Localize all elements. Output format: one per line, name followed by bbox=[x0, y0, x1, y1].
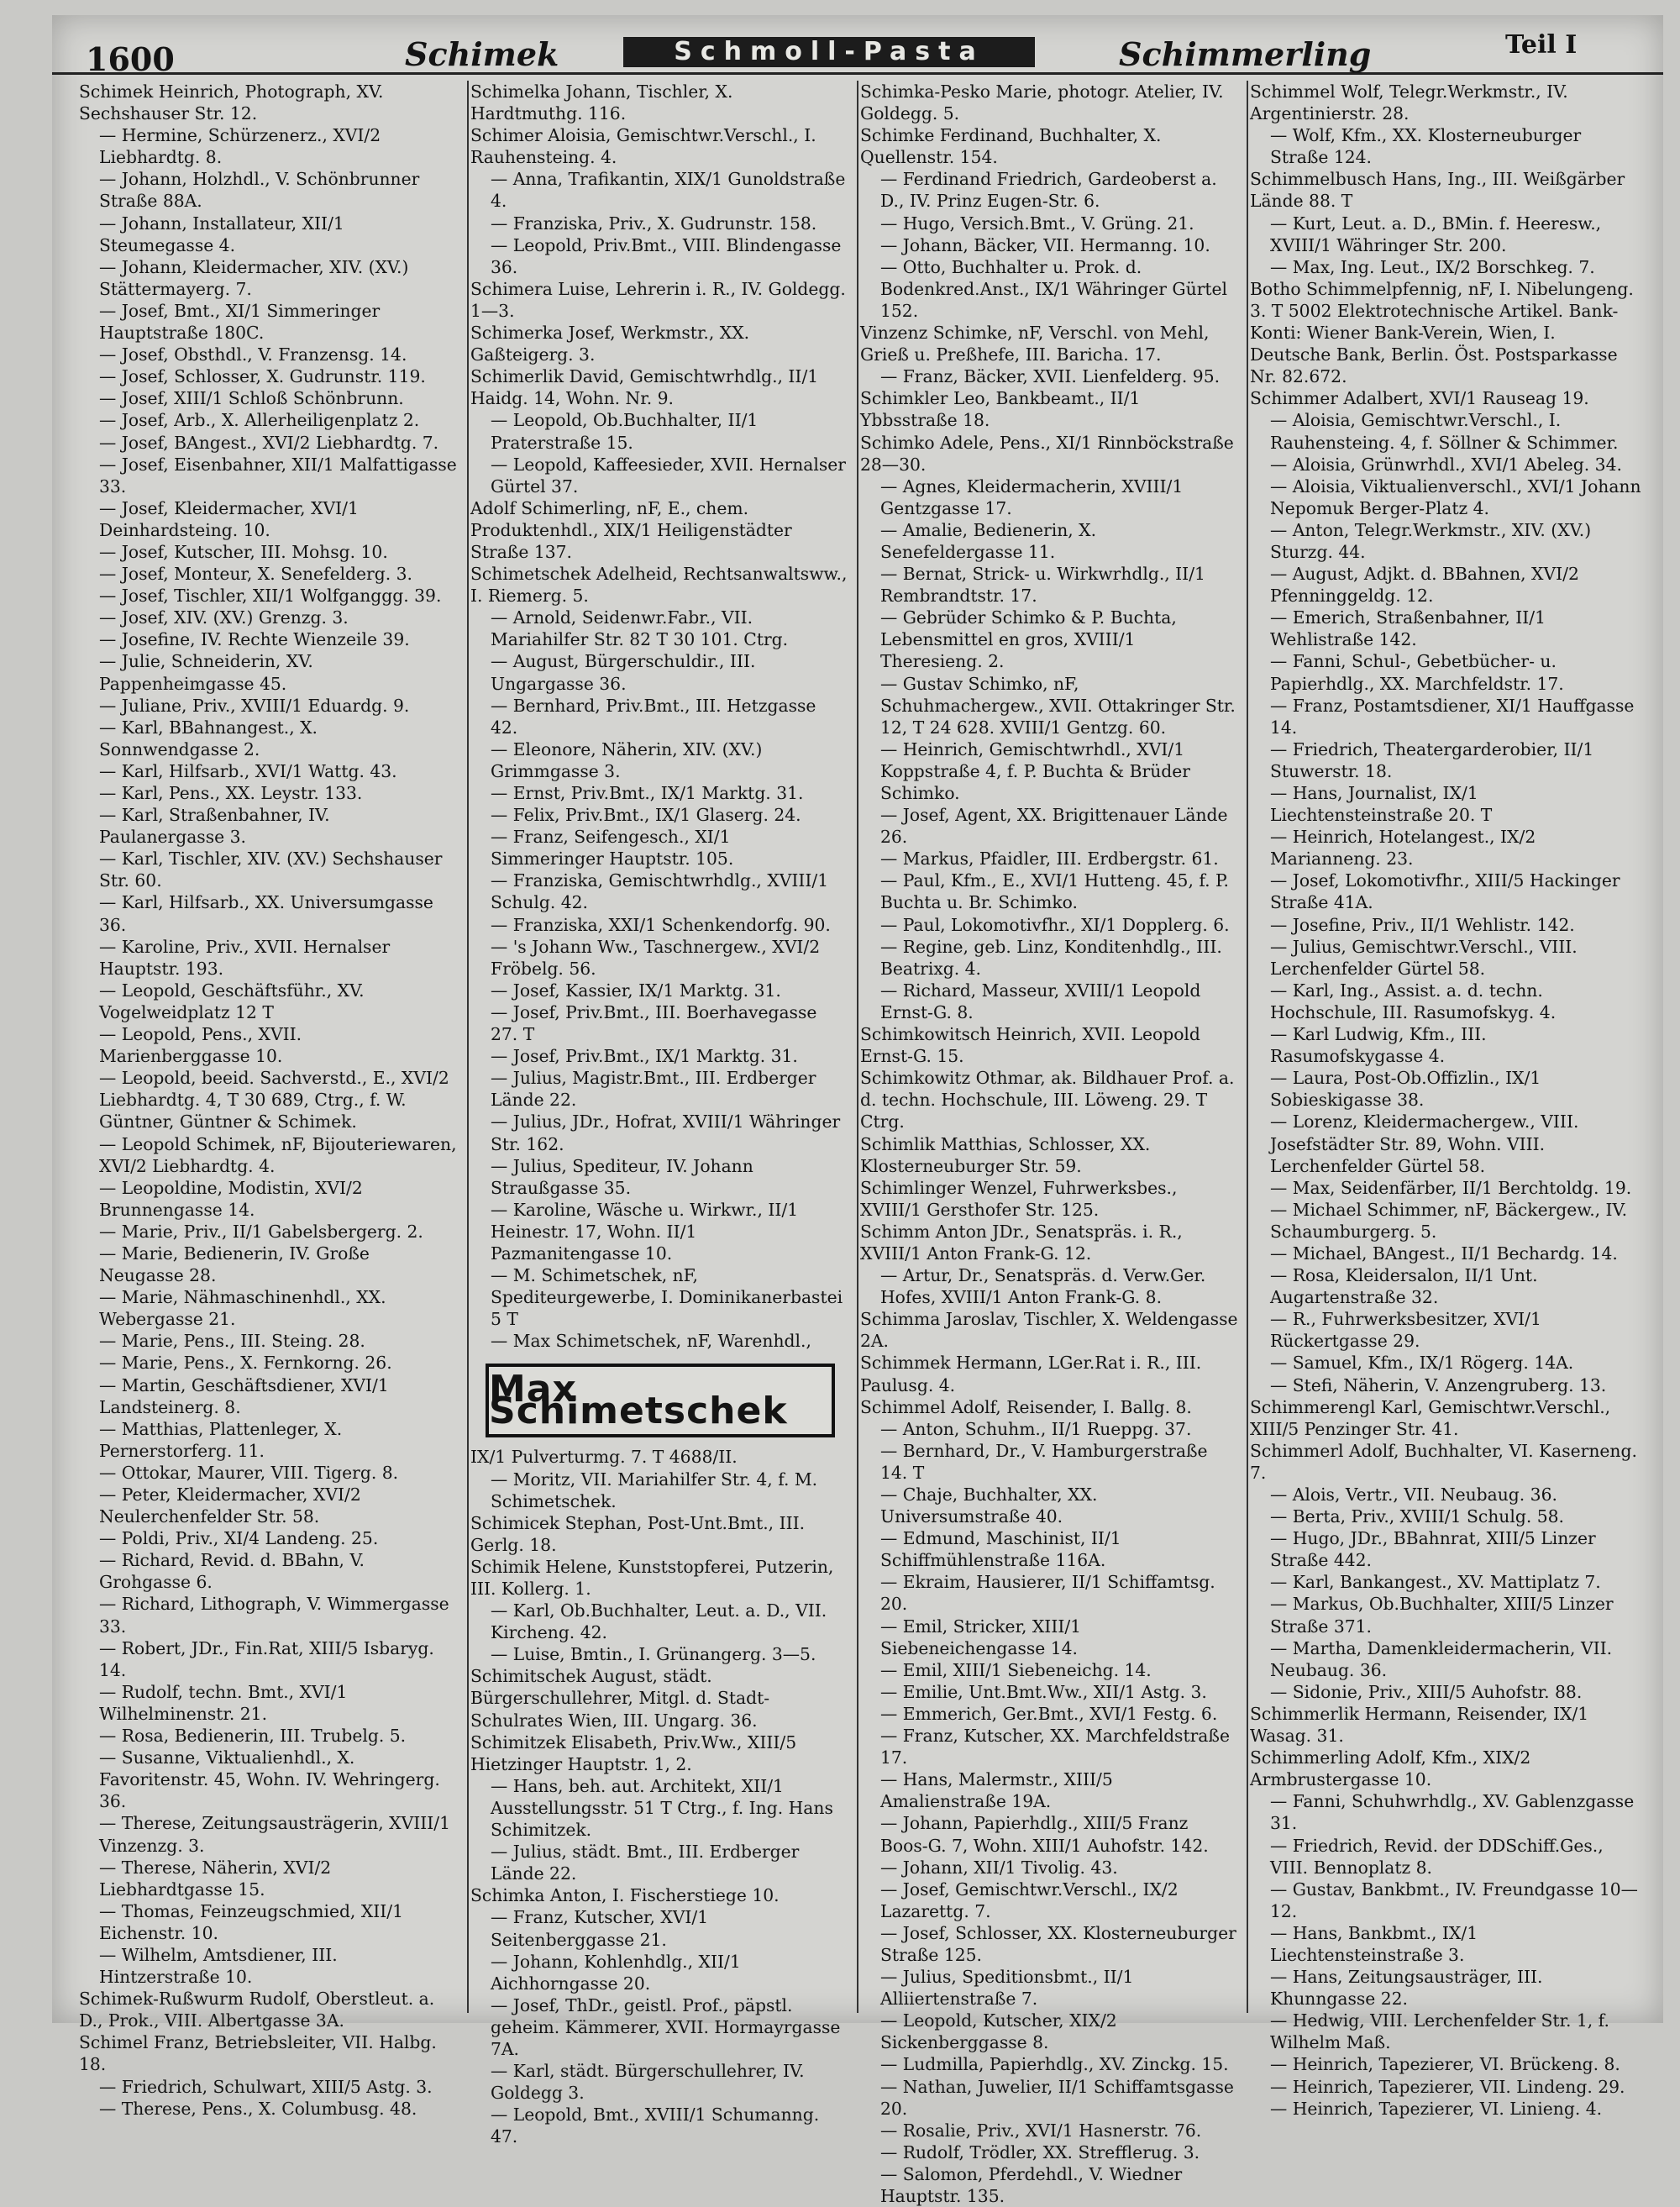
directory-entry: — Karoline, Priv., XVII. Hernalser Hauptstr. 193. bbox=[99, 936, 391, 979]
directory-entry: — Max, Seidenfärber, II/1 Berchtoldg. 19. bbox=[1270, 1177, 1632, 1198]
directory-entry: — Leopold, Pens., XVII. Marienberggasse 10. bbox=[99, 1024, 302, 1067]
directory-entry: Schimka-Pesko Marie, photogr. Atelier, IV. Goldegg. 5. bbox=[860, 81, 1224, 124]
directory-entry: — Sidonie, Priv., XIII/5 Auhofstr. 88. bbox=[1270, 1681, 1583, 1702]
directory-entry: Schimmerlik Hermann, Reisender, IX/1 Wasag. 31. bbox=[1250, 1703, 1589, 1747]
directory-entry: — M. Schimetschek, nF, Spediteurgewerbe, I. Dominikanerbastei 5 T bbox=[491, 1265, 843, 1330]
directory-entry: — Hugo, JDr., BBahnrat, XIII/5 Linzer Straße 442. bbox=[1270, 1528, 1596, 1571]
listing-column-1 bbox=[77, 81, 460, 2119]
directory-entry: — Josef, Gemischtwr.Verschl., IX/2 Lazarettg. 7. bbox=[880, 1879, 1179, 1921]
directory-entry: Schimmer Adalbert, XVI/1 Rauseag 19. bbox=[1250, 388, 1589, 409]
directory-entry: — Hedwig, VIII. Lerchenfelder Str. 1, f. Wilhelm Maß. bbox=[1270, 2010, 1609, 2053]
directory-entry: — Heinrich, Tapezierer, VII. Lindeng. 29. bbox=[1270, 2076, 1625, 2097]
directory-entry: — Karl, Tischler, XIV. (XV.) Sechshauser Str. 60. bbox=[99, 849, 443, 891]
listing-column-3 bbox=[857, 81, 1242, 2206]
directory-entry: — Moritz, VII. Mariahilfer Str. 4, f. M. Schimetschek. bbox=[491, 1469, 818, 1511]
directory-entry: — Leopoldine, Modistin, XVI/2 Brunnengasse 14. bbox=[99, 1177, 363, 1220]
directory-entry: — Karl, Hilfsarb., XVI/1 Wattg. 43. bbox=[99, 760, 397, 781]
directory-entry: — Julius, JDr., Hofrat, XVIII/1 Währinger Str. 162. bbox=[491, 1111, 841, 1154]
header-advertising-banner: Schmoll-Pasta bbox=[623, 37, 1035, 67]
directory-entry: — Leopold, Ob.Buchhalter, II/1 Praterstraße 15. bbox=[491, 410, 759, 453]
directory-entry: — Artur, Dr., Senatspräs. d. Verw.Ger. Hofes, XVIII/1 Anton Frank-G. 8. bbox=[880, 1265, 1206, 1308]
directory-entry: — Anton, Schuhm., II/1 Rueppg. 37. bbox=[880, 1418, 1192, 1439]
directory-entry: — Gustav Schimko, nF, Schuhmachergew., XVII. Ottakringer Str. 12, T 24 628. XVIII/1 Gentzg. 60. bbox=[880, 673, 1236, 738]
directory-entry: — Julie, Schneiderin, XV. Pappenheimgasse 45. bbox=[99, 651, 313, 694]
directory-entry: — Luise, Bmtin., I. Grünangerg. 3—5. bbox=[491, 1644, 816, 1665]
directory-entry: Schimke Ferdinand, Buchhalter, X. Quellenstr. 154. bbox=[860, 125, 1162, 168]
directory-entry: — Heinrich, Hotelangest., IX/2 Marianneng. 23. bbox=[1270, 827, 1536, 870]
directory-entry: — Julius, Speditionsbmt., II/1 Alliiertenstraße 7. bbox=[880, 1967, 1134, 2010]
directory-entry: Schimmek Hermann, LGer.Rat i. R., III. Paulusg. 4. bbox=[860, 1353, 1202, 1395]
directory-entry: — Leopold, Kaffeesieder, XVII. Hernalser Gürtel 37. bbox=[491, 454, 846, 497]
directory-entry: — Emil, Stricker, XIII/1 Siebeneichengasse 14. bbox=[880, 1616, 1082, 1658]
directory-entry: — Anna, Trafikantin, XIX/1 Gunoldstraße 4. bbox=[491, 169, 846, 212]
directory-entry: Schimek-Rußwurm Rudolf, Oberstleut. a. D., Prok., VIII. Albertgasse 3A. bbox=[79, 1989, 435, 2031]
directory-entry: Vinzenz Schimke, nF, Verschl. von Mehl, Grieß u. Preßhefe, III. Baricha. 17. bbox=[860, 323, 1210, 365]
directory-entry: — Josef, Agent, XX. Brigittenauer Lände 26. bbox=[880, 805, 1228, 848]
directory-entry: — Karl, BBahnangest., X. Sonnwendgasse 2. bbox=[99, 717, 318, 759]
directory-entry: — Rosa, Kleidersalon, II/1 Unt. Augartenstraße 32. bbox=[1270, 1265, 1538, 1308]
directory-entry: — Franz, Bäcker, XVII. Lienfelderg. 95. bbox=[880, 366, 1221, 387]
directory-entry: — Richard, Masseur, XVIII/1 Leopold Ernst-G. 8. bbox=[880, 980, 1201, 1022]
directory-entry: Schimma Jaroslav, Tischler, X. Weldengasse 2A. bbox=[860, 1309, 1238, 1352]
directory-entry: — Martha, Damenkleidermacherin, VII. Neubaug. 36. bbox=[1270, 1637, 1613, 1680]
directory-entry: — Ludmilla, Papierhdlg., XV. Zinckg. 15. bbox=[880, 2054, 1229, 2075]
directory-entry: — Josef, Kutscher, III. Mohsg. 10. bbox=[99, 541, 388, 562]
directory-entry: — Richard, Revid. d. BBahn, V. Grohgasse 6. bbox=[99, 1550, 365, 1593]
directory-entry: — Richard, Lithograph, V. Wimmergasse 33. bbox=[99, 1594, 449, 1637]
directory-entry: Schimerlik David, Gemischtwrhdlg., II/1 Haidg. 14, Wohn. Nr. 9. bbox=[470, 366, 819, 409]
directory-page bbox=[52, 15, 1663, 2206]
directory-entry: — Paul, Kfm., E., XVI/1 Hutteng. 45, f. P. Buchta u. Br. Schimko. bbox=[880, 870, 1230, 913]
directory-entry: — Bernhard, Dr., V. Hamburgerstraße 14. T bbox=[880, 1440, 1208, 1483]
directory-entry: — Agnes, Kleidermacherin, XVIII/1 Gentzgasse 17. bbox=[880, 476, 1184, 518]
directory-entry: — Bernhard, Priv.Bmt., III. Hetzgasse 42. bbox=[491, 695, 816, 738]
directory-entry: — Michael Schimmer, nF, Bäckergew., IV. Schaumburgerg. 5. bbox=[1270, 1199, 1628, 1242]
directory-entry: — Johann, XII/1 Tivolig. 43. bbox=[880, 1857, 1118, 1878]
directory-entry: — Josef, XIII/1 Schloß Schönbrunn. bbox=[99, 388, 404, 409]
directory-entry: — Kurt, Leut. a. D., BMin. f. Heeresw., XVIII/1 Währinger Str. 200. bbox=[1270, 213, 1602, 255]
directory-entry: Schimerka Josef, Werkmstr., XX. Gaßteigerg. 3. bbox=[470, 323, 750, 365]
directory-entry: — Alois, Vertr., VII. Neubaug. 36. bbox=[1270, 1484, 1557, 1505]
directory-entry: — Karoline, Wäsche u. Wirkwr., II/1 Heinestr. 17, Wohn. II/1 Pazmanitengasse 10. bbox=[491, 1199, 799, 1264]
directory-entry: — Leopold, Bmt., XVIII/1 Schumanng. 47. bbox=[491, 2105, 820, 2147]
directory-entry: — Ferdinand Friedrich, Gardeoberst a. D., IV. Prinz Eugen-Str. 6. bbox=[880, 169, 1217, 212]
directory-entry: — Heinrich, Tapezierer, VI. Linieng. 4. bbox=[1270, 2098, 1603, 2119]
directory-entry: — Otto, Buchhalter u. Prok. d. Bodenkred.Anst., IX/1 Währinger Gürtel 152. bbox=[880, 256, 1228, 321]
directory-entry: — Friedrich, Schulwart, XIII/5 Astg. 3. bbox=[99, 2076, 433, 2097]
directory-entry: — 's Johann Ww., Taschnergew., XVI/2 Fröbelg. 56. bbox=[491, 936, 821, 979]
directory-entry: — Hugo, Versich.Bmt., V. Grüng. 21. bbox=[880, 213, 1194, 234]
directory-entry: — R., Fuhrwerksbesitzer, XVI/1 Rückertgasse 29. bbox=[1270, 1309, 1541, 1352]
directory-entry: — Josefine, IV. Rechte Wienzeile 39. bbox=[99, 629, 410, 650]
directory-entry: — Arnold, Seidenwr.Fabr., VII. Mariahilfer Str. 82 T 30 101. Ctrg. bbox=[491, 607, 789, 650]
directory-entry: — Martin, Geschäftsdiener, XVI/1 Landsteinerg. 8. bbox=[99, 1374, 389, 1417]
directory-entry: — Franziska, Gemischtwrhdlg., XVIII/1 Schulg. 42. bbox=[491, 870, 829, 913]
directory-entry: — Julius, Spediteur, IV. Johann Straußgasse 35. bbox=[491, 1155, 753, 1198]
directory-entry: — Karl, Bankangest., XV. Mattiplatz 7. bbox=[1270, 1572, 1601, 1593]
directory-entry: Schimetschek Adelheid, Rechtsanwaltsww., I. Riemerg. 5. bbox=[470, 564, 848, 607]
directory-entry: — Karl, Straßenbahner, IV. Paulanergasse 3. bbox=[99, 805, 330, 848]
directory-entry: Schimelka Johann, Tischler, X. Hardtmuthg. 116. bbox=[470, 81, 733, 124]
directory-entry: — Aloisia, Viktualienverschl., XVI/1 Johann Nepomuk Berger-Platz 4. bbox=[1270, 476, 1641, 518]
directory-entry: — Leopold, beeid. Sachverstd., E., XVI/2 Liebhardtg. 4, T 30 689, Ctrg., f. W. Güntner, Güntner & Schimek. bbox=[99, 1068, 449, 1132]
directory-entry: Schimkowitsch Heinrich, XVII. Leopold Ernst-G. 15. bbox=[860, 1024, 1200, 1067]
directory-entry: IX/1 Pulverturmg. 7. T 4688/II. bbox=[470, 1447, 738, 1468]
directory-entry: — Johann, Kohlenhdlg., XII/1 Aichhorngasse 20. bbox=[491, 1951, 741, 1994]
directory-entry: Schimicek Stephan, Post-Unt.Bmt., III. Gerlg. 18. bbox=[470, 1512, 806, 1555]
directory-entry: Schimer Aloisia, Gemischtwr.Verschl., I. Rauhensteing. 4. bbox=[470, 125, 816, 168]
directory-entry: — Edmund, Maschinist, II/1 Schiffmühlenstraße 116A. bbox=[880, 1528, 1121, 1571]
directory-entry: — Josef, ThDr., geistl. Prof., päpstl. geheim. Kämmerer, XVII. Hormayrgasse 7A. bbox=[491, 1994, 841, 2059]
directory-entry: — Rudolf, Trödler, XX. Strefflerug. 3. bbox=[880, 2141, 1200, 2162]
directory-entry: — Marie, Bedienerin, IV. Große Neugasse 28. bbox=[99, 1243, 370, 1286]
directory-entry: Schimmel Adolf, Reisender, I. Ballg. 8. bbox=[860, 1396, 1192, 1417]
directory-entry: Schimm Anton JDr., Senatspräs. i. R., XVIII/1 Anton Frank-G. 12. bbox=[860, 1221, 1183, 1264]
directory-entry: — Karl, Pens., XX. Leystr. 133. bbox=[99, 783, 363, 803]
directory-entry: — Rosa, Bedienerin, III. Trubelg. 5. bbox=[99, 1726, 407, 1747]
directory-entry: — Julius, städt. Bmt., III. Erdberger Lände 22. bbox=[491, 1842, 800, 1884]
directory-entry: — Julius, Gemischtwr.Verschl., VIII. Lerchenfelder Gürtel 58. bbox=[1270, 936, 1578, 979]
directory-entry: — Johann, Kleidermacher, XIV. (XV.) Stättermayerg. 7. bbox=[99, 256, 409, 299]
directory-entry: — Wilhelm, Amtsdiener, III. Hintzerstraße 10. bbox=[99, 1944, 338, 1988]
directory-entry: Schimek Heinrich, Photograph, XV. Sechshauser Str. 12. bbox=[79, 81, 384, 124]
directory-entry: — Heinrich, Tapezierer, VI. Brückeng. 8. bbox=[1270, 2054, 1620, 2075]
directory-entry: — Marie, Priv., II/1 Gabelsbergerg. 2. bbox=[99, 1221, 423, 1242]
directory-entry: — Josef, Monteur, X. Senefelderg. 3. bbox=[99, 564, 412, 585]
header-right-catchword: Schimmerling bbox=[1119, 35, 1372, 73]
directory-entry: — Laura, Post-Ob.Offizlin., IX/1 Sobieskigasse 38. bbox=[1270, 1068, 1541, 1111]
listing-column-2 bbox=[467, 81, 852, 2147]
directory-entry: — Josef, Obsthdl., V. Franzensg. 14. bbox=[99, 344, 407, 365]
directory-entry: — Josef, Priv.Bmt., IX/1 Marktg. 31. bbox=[491, 1046, 798, 1067]
directory-entry: Schimitzek Elisabeth, Priv.Ww., XIII/5 Hietzinger Hauptstr. 1, 2. bbox=[470, 1731, 797, 1774]
directory-entry: — Markus, Pfaidler, III. Erdbergstr. 61. bbox=[880, 849, 1219, 870]
directory-entry: — Franz, Seifengesch., XI/1 Simmeringer Hauptstr. 105. bbox=[491, 827, 734, 870]
directory-entry: — Susanne, Viktualienhdl., X. Favoritenstr. 45, Wohn. IV. Wehringerg. 36. bbox=[99, 1747, 440, 1812]
directory-entry: — Franziska, XXI/1 Schenkendorfg. 90. bbox=[491, 914, 831, 935]
directory-entry: — Samuel, Kfm., IX/1 Rögerg. 14A. bbox=[1270, 1353, 1574, 1374]
directory-entry: Schimkler Leo, Bankbeamt., II/1 Ybbsstraße 18. bbox=[860, 388, 1141, 431]
directory-entry: — Aloisia, Grünwrhdl., XVI/1 Abeleg. 34. bbox=[1270, 454, 1622, 475]
directory-entry: Schimlik Matthias, Schlosser, XX. Klosterneuburger Str. 59. bbox=[860, 1133, 1151, 1176]
directory-entry: — Emil, XIII/1 Siebeneichg. 14. bbox=[880, 1659, 1152, 1680]
directory-entry: — Wolf, Kfm., XX. Klosterneuburger Straße 124. bbox=[1270, 125, 1582, 168]
listing-column-4 bbox=[1247, 81, 1645, 2119]
directory-entry: — Hermine, Schürzenerz., XVI/2 Liebhardtg. 8. bbox=[99, 125, 381, 168]
directory-entry: — Josef, XIV. (XV.) Grenzg. 3. bbox=[99, 607, 349, 628]
directory-entry: Botho Schimmelpfennig, nF, I. Nibelungeng. 3. T 5002 Elektrotechnische Artikel. Bank-Konti: Wiener Bank-Verein, Wien, I. Deutsche Bank, Berlin. Öst. Postsparkasse Nr. 82.672. bbox=[1250, 278, 1634, 387]
directory-entry: — Franz, Postamtsdiener, XI/1 Hauffgasse 14. bbox=[1270, 695, 1635, 738]
directory-entry: Schimkowitz Othmar, ak. Bildhauer Prof. a. d. techn. Hochschule, III. Löweng. 29. T Ctrg. bbox=[860, 1068, 1235, 1132]
directory-entry: — Regine, geb. Linz, Konditenhdlg., III. Beatrixg. 4. bbox=[880, 936, 1222, 979]
directory-entry: — Karl, Ob.Buchhalter, Leut. a. D., VII. Kircheng. 42. bbox=[491, 1600, 827, 1643]
directory-entry: — August, Adjkt. d. BBahnen, XVI/2 Pfenninggeldg. 12. bbox=[1270, 564, 1579, 607]
advertisement-text: Max Schimetschek bbox=[489, 1368, 788, 1433]
directory-entry: — Josef, Priv.Bmt., III. Boerhavegasse 27. T bbox=[491, 1001, 817, 1045]
directory-entry: — Felix, Priv.Bmt., IX/1 Glaserg. 24. bbox=[491, 805, 801, 826]
page-header bbox=[52, 15, 1663, 78]
directory-entry: — Josef, Arb., X. Allerheiligenplatz 2. bbox=[99, 410, 420, 431]
directory-entry: — Josef, Bmt., XI/1 Simmeringer Hauptstraße 180C. bbox=[99, 300, 381, 344]
directory-entry: Schimlinger Wenzel, Fuhrwerksbes., XVIII/1 Gersthofer Str. 125. bbox=[860, 1177, 1178, 1220]
directory-entry: — Lorenz, Kleidermachergew., VIII. Josefstädter Str. 89, Wohn. VIII. Lerchenfelder Gürtel 58. bbox=[1270, 1111, 1579, 1176]
directory-entry: — Therese, Zeitungsausträgerin, XVIII/1 Vinzenzg. 3. bbox=[99, 1813, 451, 1856]
directory-entry: — Franziska, Priv., X. Gudrunstr. 158. bbox=[491, 213, 817, 234]
directory-entry: Schimka Anton, I. Fischerstiege 10. bbox=[470, 1885, 780, 1906]
directory-entry: — Marie, Pens., III. Steing. 28. bbox=[99, 1331, 365, 1352]
directory-entry: — Chaje, Buchhalter, XX. Universumstraße 40. bbox=[880, 1484, 1098, 1527]
directory-entry: — Poldi, Priv., XI/4 Landeng. 25. bbox=[99, 1528, 379, 1549]
directory-entry: — Aloisia, Gemischtwr.Verschl., I. Rauhensteing. 4, f. Söllner & Schimmer. bbox=[1270, 410, 1619, 453]
advertisement-box bbox=[486, 1364, 835, 1437]
directory-entry: — Rudolf, techn. Bmt., XVI/1 Wilhelminenstr. 21. bbox=[99, 1681, 348, 1724]
directory-entry: Schimmel Wolf, Telegr.Werkmstr., IV. Argentinierstr. 28. bbox=[1250, 81, 1568, 124]
directory-entry: — Johann, Holzhdl., V. Schönbrunner Straße 88A. bbox=[99, 169, 420, 212]
header-left-catchword: Schimek bbox=[405, 35, 559, 73]
directory-entry: — Heinrich, Gemischtwrhdl., XVI/1 Koppstraße 4, f. P. Buchta & Brüder Schimko. bbox=[880, 738, 1190, 803]
directory-entry: Schimitschek August, städt. Bürgerschullehrer, Mitgl. d. Stadt-Schulrates Wien, III. Ungarg. 36. bbox=[470, 1666, 770, 1731]
directory-entry: — Marie, Nähmaschinenhdl., XX. Webergasse 21. bbox=[99, 1287, 386, 1330]
directory-entry: — Emerich, Straßenbahner, II/1 Wehlistraße 142. bbox=[1270, 607, 1546, 650]
directory-entry: — Leopold, Geschäftsführ., XV. Vogelweidplatz 12 T bbox=[99, 980, 365, 1022]
directory-entry: — Michael, BAngest., II/1 Bechardg. 14. bbox=[1270, 1243, 1618, 1264]
directory-entry: — Emilie, Unt.Bmt.Ww., XII/1 Astg. 3. bbox=[880, 1681, 1207, 1702]
directory-entry: Schimmerengl Karl, Gemischtwr.Verschl., XIII/5 Penzinger Str. 41. bbox=[1250, 1396, 1611, 1439]
directory-entry: — Fanni, Schuhwrhdlg., XV. Gablenzgasse 31. bbox=[1270, 1791, 1635, 1834]
directory-entry: — Josef, Schlosser, XX. Klosterneuburger Straße 125. bbox=[880, 1922, 1236, 1965]
directory-entry: Schimko Adele, Pens., XI/1 Rinnböckstraße 28—30. bbox=[860, 432, 1234, 475]
listing-columns bbox=[77, 81, 1646, 2206]
header-part-label: Teil I bbox=[1505, 30, 1578, 60]
directory-entry: — Franz, Kutscher, XVI/1 Seitenberggasse 21. bbox=[491, 1907, 709, 1950]
directory-entry: — Leopold Schimek, nF, Bijouteriewaren, XVI/2 Liebhardtg. 4. bbox=[99, 1133, 457, 1176]
directory-entry: — Josef, Kleidermacher, XVI/1 Deinhardsteing. 10. bbox=[99, 497, 359, 540]
directory-entry: — Rosalie, Priv., XVI/1 Hasnerstr. 76. bbox=[880, 2120, 1202, 2141]
directory-entry: — Josef, Schlosser, X. Gudrunstr. 119. bbox=[99, 366, 426, 387]
directory-entry: — Matthias, Plattenleger, X. Pernerstorferg. 11. bbox=[99, 1418, 343, 1461]
directory-entry: — Thomas, Feinzeugschmied, XII/1 Eichenstr. 10. bbox=[99, 1900, 404, 1943]
directory-entry: — Robert, JDr., Fin.Rat, XIII/5 Isbaryg. 14. bbox=[99, 1637, 434, 1680]
directory-entry: Schimmerl Adolf, Buchhalter, VI. Kaserneng. 7. bbox=[1250, 1440, 1637, 1483]
directory-entry: — Josef, Kassier, IX/1 Marktg. 31. bbox=[491, 980, 781, 1001]
directory-entry: — Stefi, Näherin, V. Anzengruberg. 13. bbox=[1270, 1374, 1607, 1395]
directory-entry: — Bernat, Strick- u. Wirkwrhdlg., II/1 Rembrandtstr. 17. bbox=[880, 564, 1205, 607]
directory-entry: — Anton, Telegr.Werkmstr., XIV. (XV.) Sturzg. 44. bbox=[1270, 519, 1592, 562]
directory-entry: — Hans, Bankbmt., IX/1 Liechtensteinstraße 3. bbox=[1270, 1922, 1478, 1965]
directory-entry: — Markus, Ob.Buchhalter, XIII/5 Linzer Straße 371. bbox=[1270, 1594, 1614, 1637]
directory-entry: — Josefine, Priv., II/1 Wehlistr. 142. bbox=[1270, 914, 1575, 935]
directory-entry: — Karl, Hilfsarb., XX. Universumgasse 36. bbox=[99, 892, 433, 935]
directory-entry: — Johann, Installateur, XII/1 Steumegasse 4. bbox=[99, 213, 344, 255]
directory-entry: — Karl Ludwig, Kfm., III. Rasumofskygasse 4. bbox=[1270, 1024, 1487, 1067]
directory-entry: Schimmelbusch Hans, Ing., III. Weißgärber Lände 88. T bbox=[1250, 169, 1625, 212]
directory-entry: — Hans, Zeitungsausträger, III. Khunngasse 22. bbox=[1270, 1967, 1543, 2010]
directory-entry: — Julius, Magistr.Bmt., III. Erdberger Lände 22. bbox=[491, 1068, 816, 1111]
directory-entry: — Hans, Malermstr., XIII/5 Amalienstraße 19A. bbox=[880, 1769, 1113, 1812]
directory-entry: — Hans, beh. aut. Architekt, XII/1 Ausstellungsstr. 51 T Ctrg., f. Ing. Hans Schimitzek. bbox=[491, 1775, 833, 1841]
page-number: 1600 bbox=[86, 40, 175, 78]
directory-entry: — Franz, Kutscher, XX. Marchfeldstraße 17. bbox=[880, 1726, 1230, 1768]
directory-entry: — Fanni, Schul-, Gebetbücher- u. Papierhdlg., XX. Marchfeldstr. 17. bbox=[1270, 651, 1564, 694]
directory-entry: — Leopold, Priv.Bmt., VIII. Blindengasse 36. bbox=[491, 234, 842, 277]
directory-entry: Adolf Schimerling, nF, E., chem. Produktenhdl., XIX/1 Heiligenstädter Straße 137. bbox=[470, 497, 792, 562]
directory-entry: — Gebrüder Schimko & P. Buchta, Lebensmittel en gros, XVIII/1 Theresieng. 2. bbox=[880, 607, 1177, 672]
directory-entry: Schimel Franz, Betriebsleiter, VII. Halbg. 18. bbox=[79, 2032, 437, 2075]
directory-entry: — Marie, Pens., X. Fernkorng. 26. bbox=[99, 1353, 392, 1374]
directory-entry: — Josef, BAngest., XVI/2 Liebhardtg. 7. bbox=[99, 432, 439, 453]
directory-entry: — Ottokar, Maurer, VIII. Tigerg. 8. bbox=[99, 1462, 399, 1483]
directory-entry: Schimera Luise, Lehrerin i. R., IV. Goldegg. 1—3. bbox=[470, 278, 846, 321]
directory-entry: — Gustav, Bankbmt., IV. Freundgasse 10—12. bbox=[1270, 1879, 1638, 1921]
directory-entry: — Ekraim, Hausierer, II/1 Schiffamtsg. 20. bbox=[880, 1572, 1215, 1615]
directory-entry: — Josef, Tischler, XII/1 Wolfganggg. 39. bbox=[99, 586, 442, 607]
directory-entry: — Peter, Kleidermacher, XVI/2 Neulerchenfelder Str. 58. bbox=[99, 1484, 361, 1527]
directory-entry: — Josef, Eisenbahner, XII/1 Malfattigasse 33. bbox=[99, 454, 457, 497]
directory-entry: — Max, Ing. Leut., IX/2 Borschkeg. 7. bbox=[1270, 256, 1595, 277]
directory-entry: Schimmerling Adolf, Kfm., XIX/2 Armbrustergasse 10. bbox=[1250, 1747, 1531, 1790]
directory-entry: — Max Schimetschek, nF, Warenhdl., bbox=[491, 1331, 811, 1352]
directory-entry: — Karl, Ing., Assist. a. d. techn. Hochschule, III. Rasumofskyg. 4. bbox=[1270, 980, 1557, 1022]
directory-entry: — Friedrich, Theatergarderobier, II/1 Stuwerstr. 18. bbox=[1270, 738, 1594, 781]
directory-entry: — Hans, Journalist, IX/1 Liechtensteinstraße 20. T bbox=[1270, 783, 1493, 826]
directory-entry: — Johann, Papierhdlg., XIII/5 Franz Boos-G. 7, Wohn. XIII/1 Auhofstr. 142. bbox=[880, 1813, 1209, 1856]
directory-entry: — Emmerich, Ger.Bmt., XVI/1 Festg. 6. bbox=[880, 1703, 1218, 1724]
directory-entry: — Karl, städt. Bürgerschullehrer, IV. Goldegg 3. bbox=[491, 2061, 805, 2104]
directory-entry: Schimik Helene, Kunststopferei, Putzerin, III. Kollerg. 1. bbox=[470, 1556, 834, 1599]
directory-entry: — Juliane, Priv., XVIII/1 Eduardg. 9. bbox=[99, 695, 410, 716]
directory-entry: — Josef, Lokomotivfhr., XIII/5 Hackinger Straße 41A. bbox=[1270, 870, 1620, 913]
directory-entry: — Berta, Priv., XVIII/1 Schulg. 58. bbox=[1270, 1506, 1564, 1527]
directory-entry: — Nathan, Juwelier, II/1 Schiffamtsgasse 20. bbox=[880, 2076, 1234, 2119]
directory-entry: — August, Bürgerschuldir., III. Ungargasse 36. bbox=[491, 651, 756, 694]
directory-entry: — Amalie, Bedienerin, X. Senefeldergasse 11. bbox=[880, 519, 1097, 562]
directory-entry: — Paul, Lokomotivfhr., XI/1 Dopplerg. 6. bbox=[880, 914, 1230, 935]
directory-entry: — Eleonore, Näherin, XIV. (XV.) Grimmgasse 3. bbox=[491, 738, 763, 781]
directory-entry: — Salomon, Pferdehdl., V. Wiedner Hauptstr. 135. bbox=[880, 2163, 1183, 2206]
directory-entry: — Johann, Bäcker, VII. Hermanng. 10. bbox=[880, 234, 1210, 255]
directory-entry: — Friedrich, Revid. der DDSchiff.Ges., VIII. Bennoplatz 8. bbox=[1270, 1835, 1604, 1878]
directory-entry: — Ernst, Priv.Bmt., IX/1 Marktg. 31. bbox=[491, 783, 804, 803]
directory-entry: — Therese, Näherin, XVI/2 Liebhardtgasse 15. bbox=[99, 1857, 332, 1900]
directory-entry: — Therese, Pens., X. Columbusg. 48. bbox=[99, 2098, 417, 2119]
directory-entry: — Leopold, Kutscher, XIX/2 Sickenberggasse 8. bbox=[880, 2010, 1117, 2053]
